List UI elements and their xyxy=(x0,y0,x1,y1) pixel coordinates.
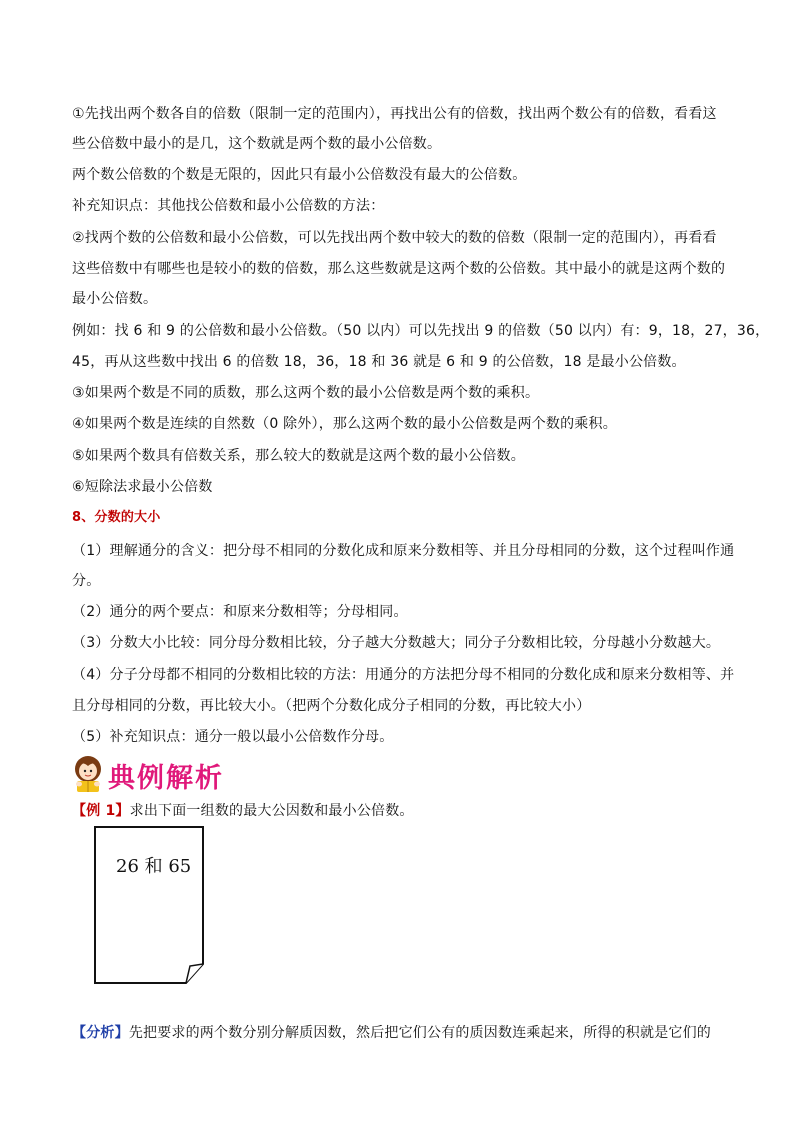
text-line: （3）分数大小比较：同分母分数相比较，分子越大分数越大；同分子分数相比较，分母越小分数越大。 xyxy=(72,635,721,651)
text-line: 两个数公倍数的个数是无限的，因此只有最小公倍数没有最大的公倍数。 xyxy=(72,167,527,183)
banner-title: 典例解析 xyxy=(108,763,224,794)
text-line: ④如果两个数是连续的自然数（0 除外），那么这两个数的最小公倍数是两个数的乘积。 xyxy=(72,416,617,432)
text-line: 最小公倍数。 xyxy=(72,291,158,307)
text-line: 这些倍数中有哪些也是较小的数的倍数，那么这些数就是这两个数的公倍数。其中最小的就是这两个数的 xyxy=(72,261,726,277)
folded-paper-figure xyxy=(94,826,204,984)
text-line: ③如果两个数是不同的质数，那么这两个数的最小公倍数是两个数的乘积。 xyxy=(72,385,540,401)
text-line: 45，再从这些数中找出 6 的倍数 18，36，18 和 36 就是 6 和 9 的公倍数，18 是最小公倍数。 xyxy=(72,354,686,370)
analysis-line xyxy=(72,1024,728,1042)
text-line: 例如：找 6 和 9 的公倍数和最小公倍数。（50 以内）可以先找出 9 的倍数（50 以内）有：9，18，27，36， xyxy=(72,323,770,339)
example-text: 求出下面一组数的最大公因数和最小公倍数。 xyxy=(129,803,414,819)
example-tag: 【例 1】 xyxy=(72,803,130,819)
girl-reading-icon xyxy=(72,754,106,794)
text-line: ⑥短除法求最小公倍数 xyxy=(72,479,213,495)
figure-text: 26 和 65 xyxy=(116,856,192,877)
text-line: （1）理解通分的含义：把分母不相同的分数化成和原来分数相等、并且分母相同的分数，这个过程叫作通 xyxy=(72,543,735,559)
section-heading: 8、分数的大小 xyxy=(72,510,161,525)
text-line: 些公倍数中最小的是几，这个数就是两个数的最小公倍数。 xyxy=(72,136,442,152)
text-line: 分。 xyxy=(72,573,101,589)
text-line: ⑤如果两个数具有倍数关系，那么较大的数就是这两个数的最小公倍数。 xyxy=(72,448,525,464)
text-line: （2）通分的两个要点：和原来分数相等；分母相同。 xyxy=(72,604,408,620)
text-line: ①先找出两个数各自的倍数（限制一定的范围内），再找出公有的倍数，找出两个数公有的倍数，看看这 xyxy=(72,106,717,122)
analysis-tag: 【分析】 xyxy=(72,1025,129,1041)
text-line: 补充知识点：其他找公倍数和最小公倍数的方法： xyxy=(72,198,385,214)
text-line: 且分母相同的分数，再比较大小。（把两个分数化成分子相同的分数，再比较大小） xyxy=(72,698,591,714)
text-line: （4）分子分母都不相同的分数相比较的方法：用通分的方法把分母不相同的分数化成和原来分数相等、并 xyxy=(72,667,735,683)
text-line: ②找两个数的公倍数和最小公倍数，可以先找出两个数中较大的数的倍数（限制一定的范围内），再看看 xyxy=(72,230,717,246)
analysis-text: 先把要求的两个数分别分解质因数，然后把它们公有的质因数连乘起来，所得的积就是它们的 xyxy=(128,1025,712,1041)
text-line: （5）补充知识点：通分一般以最小公倍数作分母。 xyxy=(72,729,394,745)
example-line xyxy=(72,802,728,820)
example-banner xyxy=(72,754,312,794)
